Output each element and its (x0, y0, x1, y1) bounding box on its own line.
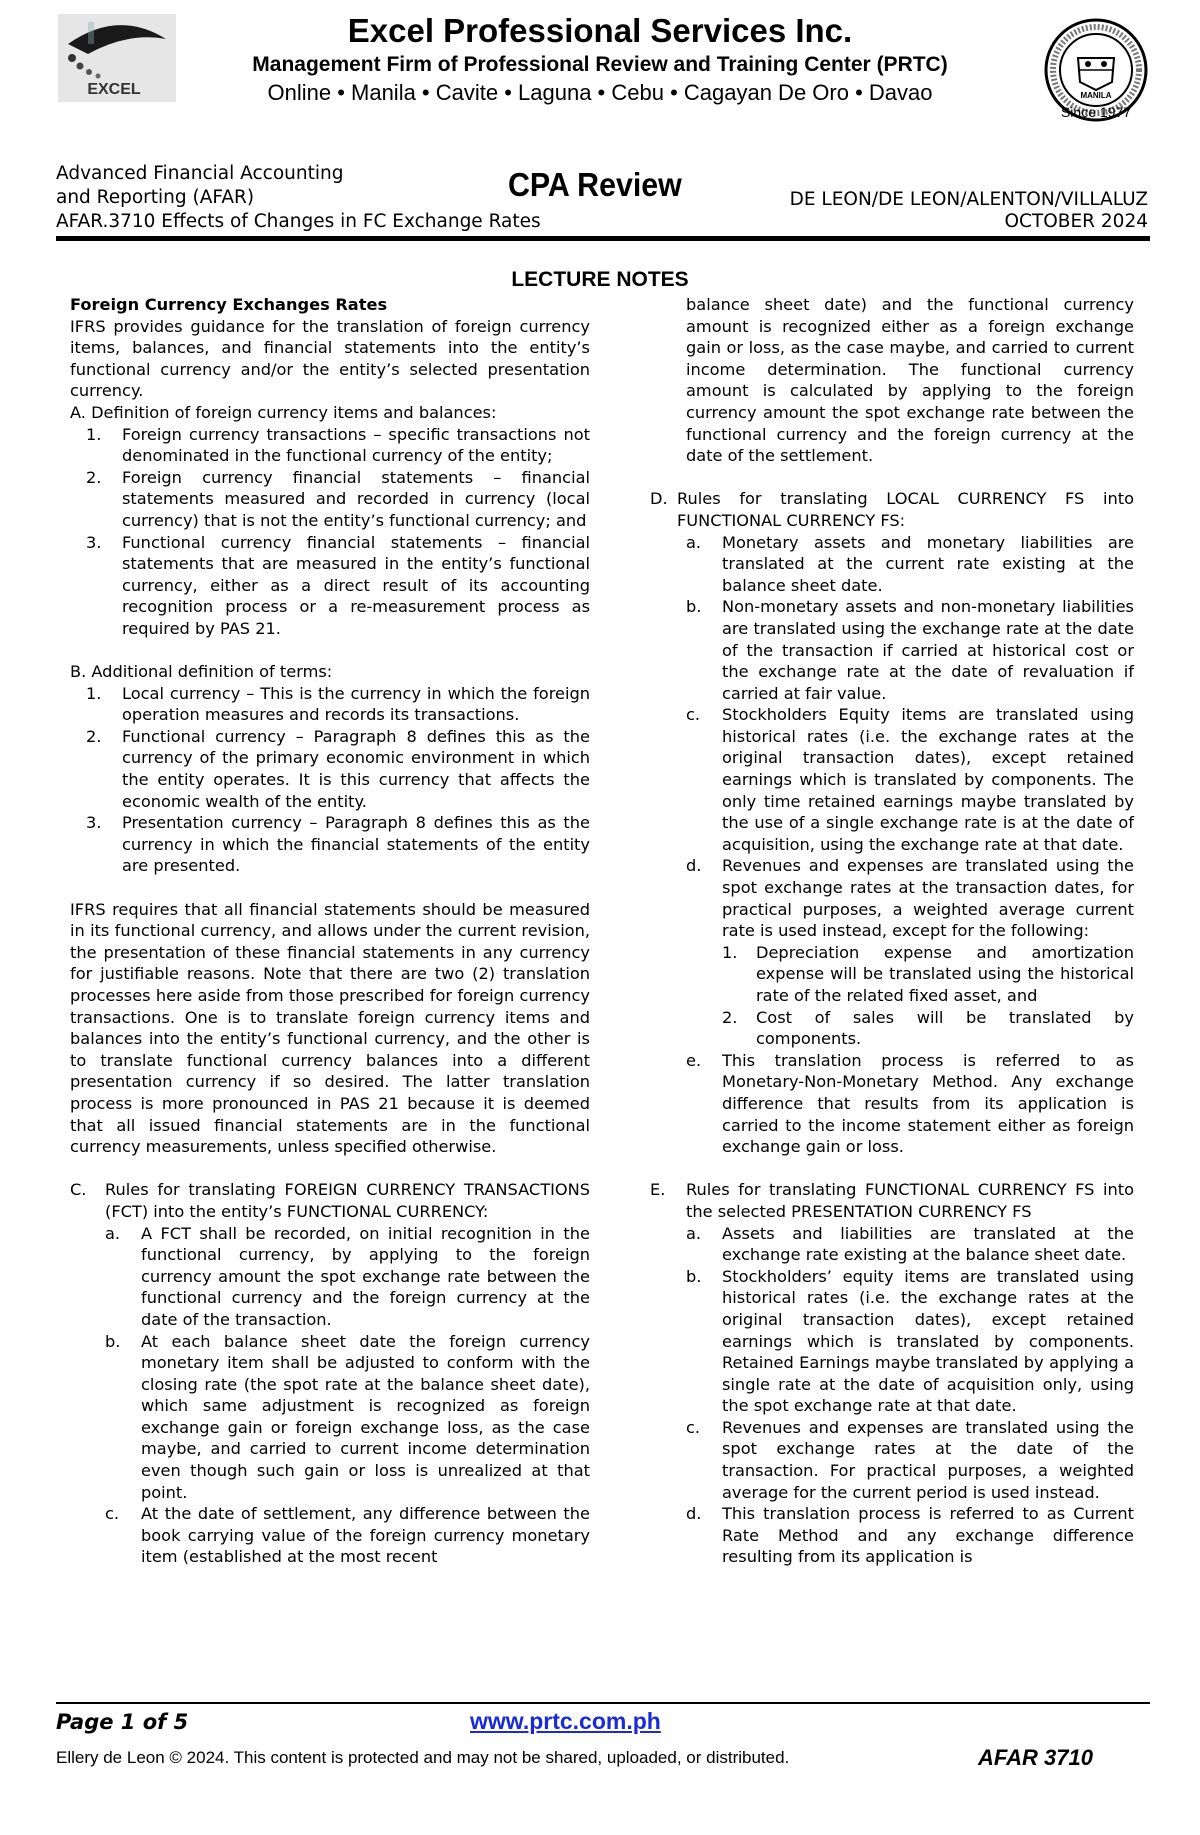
website-link[interactable]: www.prtc.com.ph (470, 1708, 661, 1734)
since-year: Since 1977 (1060, 104, 1132, 120)
list-item: 2. Functional currency – Paragraph 8 defines this as the currency of the primary economic environment in which the entity operates. It is this currency that affects the economic wealth of the entity. (86, 726, 590, 811)
section-b-title: B. Additional definition of terms: (70, 662, 333, 682)
sub-list-item: 1. Depreciation expense and amortization expense will be translated using the historical rate of the related fixed asset, and (722, 942, 1134, 1005)
cpa-review-title: CPA Review (508, 166, 682, 203)
section-e-title: E. Rules for translating FUNCTIONAL CURRENCY FS into the selected PRESENTATION CURRENCY FS (650, 1180, 1134, 1221)
header-divider (56, 236, 1150, 241)
section-a-title: A. Definition of foreign currency items and balances: (70, 402, 497, 422)
intro-paragraph: IFRS provides guidance for the translation of foreign currency items, balances, and financial statements into the entity’s functional currency and/or the entity’s selected presentation currency. (70, 316, 590, 401)
list-item: 1. Local currency – This is the currency in which the foreign operation measures and records its transactions. (86, 683, 590, 725)
list-item: c. At the date of settlement, any difference between the book carrying value of the foreign currency monetary item (established at the most recent (105, 1504, 590, 1567)
lecture-notes-title: LECTURE NOTES (511, 268, 689, 291)
list-item: 2. Foreign currency financial statements – financial statements measured and recorded in currency (local currency) that is not the entity’s functional currency; and (86, 467, 590, 530)
list-item: d. This translation process is referred to as Current Rate Method and any exchange difference resulting from its application is (686, 1504, 1134, 1567)
list-item: a. Assets and liabilities are translated at the exchange rate existing at the balance sheet date. (686, 1223, 1134, 1265)
ifrs-paragraph: IFRS requires that all financial statements should be measured in its functional currency, and allows under the current revision, the presentation of these financial statements in any currency for justifiable reasons. Note that there are two (2) translation processes here aside from those prescribed for foreign currency transactions. One is to translate foreign currency items and balances into the entity’s functional currency, and the other is to translate functional currency balances into a different presentation currency if so desired. The latter translation process is more pronounced in PAS 21 because it is deemed that all issued financial statements are in the functional currency measurements, unless specified otherwise. (70, 899, 590, 1157)
footer-divider (56, 1702, 1150, 1704)
settlement-continuation: balance sheet date) and the functional currency amount is recognized either as a foreign exchange gain or loss, as the case maybe, and carried to current income determination. The functional currency amount is calculated by applying to the foreign currency amount the spot exchange rate between the functional currency and the foreign currency at the date of the settlement. (686, 295, 1134, 466)
list-item: a. Monetary assets and monetary liabilities are translated at the current rate existing at the balance sheet date. (686, 532, 1134, 595)
course-code: AFAR.3710 Effects of Changes in FC Exchange Rates (56, 211, 541, 232)
list-item: b. Stockholders’ equity items are translated using historical rates (i.e. the exchange rates at the original transaction dates), except retained earnings which is translated by components. Retained Earnings maybe translated by applying a single rate at the date of acquisition only, using the spot exchange rate at that date. (686, 1266, 1134, 1416)
management-line: Management Firm of Professional Review and Training Center (PRTC) (252, 53, 948, 76)
sub-list-item: 2. Cost of sales will be translated by components. (722, 1007, 1134, 1049)
list-item: b. Non-monetary assets and non-monetary liabilities are translated using the exchange rate at the date of the transaction if carried at historical cost or the exchange rate at the date of revaluation if carried at fair value. (686, 597, 1134, 703)
issue-date: OCTOBER 2024 (1004, 211, 1148, 232)
list-item: e. This translation process is referred to as Monetary-Non-Monetary Method. Any exchange difference that results from its application is carried to the income statement either as foreign exchange gain or loss. (686, 1050, 1134, 1157)
section-heading: Foreign Currency Exchanges Rates (70, 295, 388, 314)
page-number: Page 1 of 5 (56, 1710, 189, 1734)
branches-line: Online • Manila • Cavite • Laguna • Cebu • Cagayan De Oro • Davao (267, 80, 933, 105)
list-item: 1. Foreign currency transactions – specific transactions not denominated in the functional currency of the entity; (86, 424, 590, 466)
list-item: a. A FCT shall be recorded, on initial recognition in the functional currency, by applying to the foreign currency amount the spot exchange rate between the functional currency and the foreign currency at the date of the transaction. (105, 1223, 590, 1329)
svg-text:MANILA: MANILA (1080, 91, 1112, 100)
company-name: Excel Professional Services Inc. (347, 12, 853, 49)
svg-text:EXCEL: EXCEL (87, 81, 141, 98)
authors: DE LEON/DE LEON/ALENTON/VILLALUZ (789, 189, 1148, 210)
list-item: c. Stockholders Equity items are translated using historical rates (i.e. the exchange rates at the original transaction dates), except retained earnings which is translated by components. The only time retained earnings maybe translated by the use of a single exchange rate is at the date of acquisition, using the exchange rate at that date. (686, 705, 1134, 854)
list-item: 3. Functional currency financial statements – financial statements that are measured in the entity’s functional currency, either as a direct result of its accounting recognition process or a re-measurement process as required by PAS 21. (86, 532, 590, 638)
list-item: 3. Presentation currency – Paragraph 8 defines this as the currency in which the financial statements of the entity are presented. (86, 813, 590, 876)
list-item: d. Revenues and expenses are translated using the spot exchange rates at the transaction dates, for practical purposes, a weighted average current rate is used instead, except for the following: (686, 856, 1134, 941)
section-d-title: D. Rules for translating LOCAL CURRENCY FS into FUNCTIONAL CURRENCY FS: (650, 489, 1134, 530)
list-item: b. At each balance sheet date the foreign currency monetary item shall be adjusted to conform with the closing rate (the spot rate at the balance sheet date), which same adjustment is recognized as foreign exchange gain or foreign exchange loss, as the case maybe, and carried to current income determination even though such gain or loss is unrealized at that point. (105, 1331, 590, 1502)
copyright-notice: Ellery de Leon © 2024. This content is protected and may not be shared, uploaded, or distributed. (56, 1748, 790, 1767)
list-item: c. Revenues and expenses are translated using the spot exchange rates at the date of the transaction. For practical purposes, a weighted average for the current period is used instead. (686, 1417, 1134, 1502)
right-column (650, 294, 1134, 1568)
left-column (70, 294, 590, 1568)
course-title-line2: and Reporting (AFAR) (56, 187, 255, 208)
document-code: AFAR 3710 (978, 1745, 1093, 1770)
course-title-line1: Advanced Financial Accounting (56, 163, 344, 184)
section-c-title: C. Rules for translating FOREIGN CURRENCY TRANSACTIONS (FCT) into the entity’s FUNCTIONAL CURRENCY: (70, 1180, 590, 1221)
